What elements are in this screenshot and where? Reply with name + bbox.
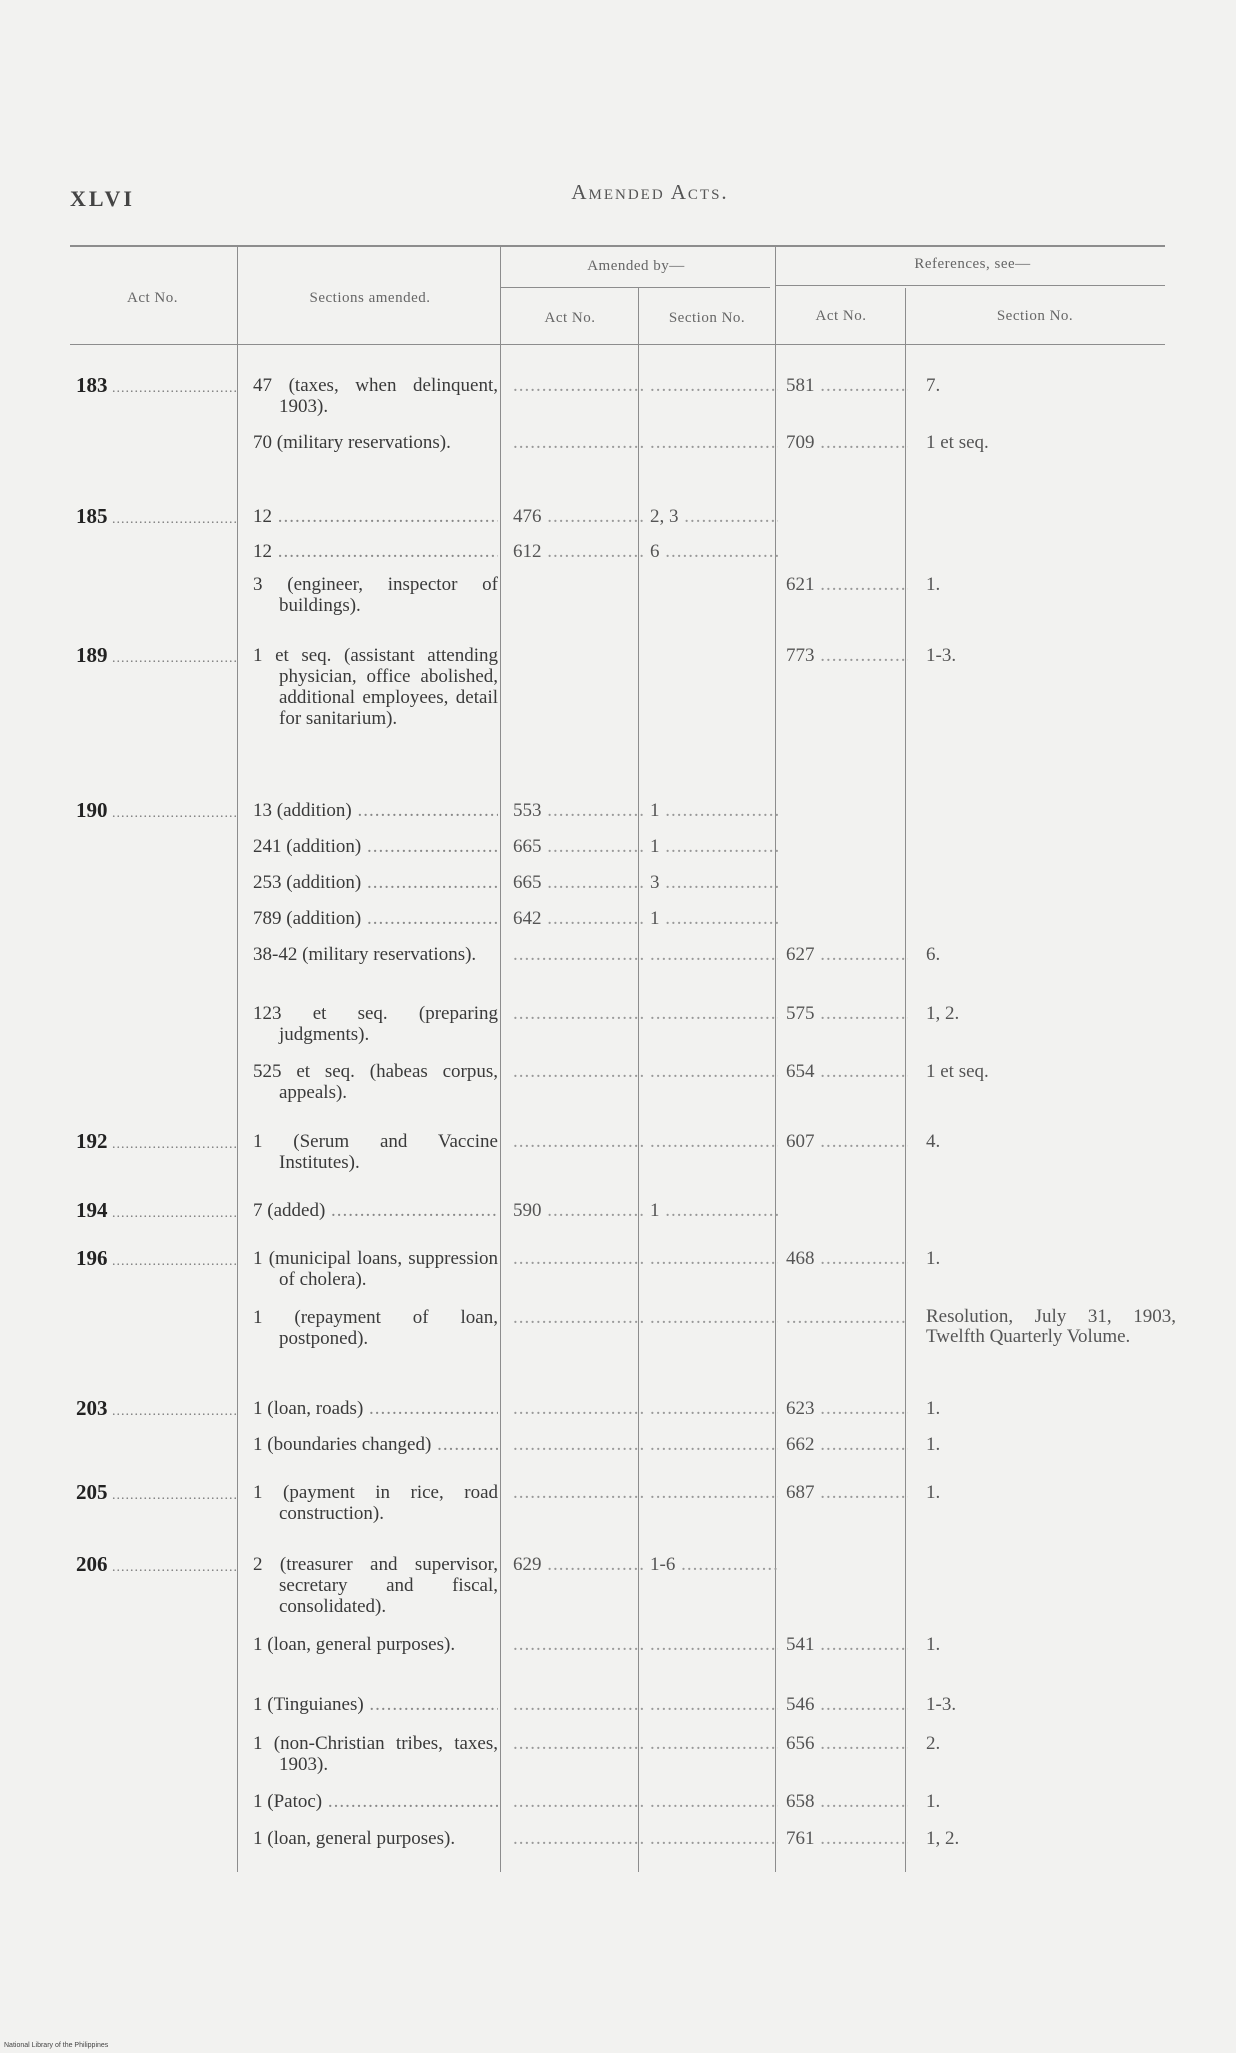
section-text: 3 (engineer, inspector of buildings). — [253, 574, 498, 616]
reference-section: 1 et seq. — [926, 1061, 989, 1082]
reference-act: 581 ..... — [786, 375, 908, 396]
table-top-rule — [70, 245, 1165, 247]
reference-act: 621 ..... — [786, 574, 908, 595]
amended-by-section — [650, 1434, 778, 1455]
reference-act: 662 ..... — [786, 1434, 908, 1455]
section-cell — [253, 944, 498, 965]
reference-act: 627 ..... — [786, 944, 908, 965]
footer-attribution: National Library of the Philippines — [4, 2042, 109, 2049]
act-no: 190 ..... — [76, 800, 236, 824]
reference-section: 1. — [926, 1434, 941, 1455]
section-cell — [253, 1131, 498, 1173]
reference-section: 6. — [926, 944, 941, 965]
amended-by-act — [513, 432, 643, 453]
amended-by-section: 2, 3 ..... — [650, 506, 778, 527]
amended-by-act — [513, 1791, 643, 1812]
reference-act: 546 ..... — [786, 1694, 908, 1715]
amended-by-act — [513, 375, 643, 396]
amended-by-act — [513, 1307, 643, 1328]
section-cell — [253, 1733, 498, 1775]
section-text: 2 (treasurer and supervisor, secretary and fiscal, consolidated). — [253, 1554, 498, 1617]
header-amended-by: Amended by— — [587, 258, 685, 274]
header-references-section-no: Section No. — [996, 308, 1074, 324]
reference-section: Resolution, July 31, 1903, Twelfth Quarterly Volume. — [926, 1307, 1176, 1347]
section-text: 1 (boundaries changed) ..... — [253, 1434, 498, 1455]
reference-act: 468 ..... — [786, 1248, 908, 1269]
reference-section: 1. — [926, 1248, 941, 1269]
amended-by-section: 1 ..... — [650, 908, 778, 929]
amended-by-act — [513, 1694, 643, 1715]
section-cell — [253, 1634, 498, 1655]
column-divider-4 — [775, 247, 776, 1872]
amended-by-section: 3 ..... — [650, 872, 778, 893]
reference-act: 656 ..... — [786, 1733, 908, 1754]
section-cell — [253, 836, 498, 857]
section-cell — [253, 1248, 498, 1290]
amended-by-section — [650, 1307, 778, 1328]
section-cell — [253, 1061, 498, 1103]
amended-by-act: 553 ..... — [513, 800, 643, 821]
reference-section: 1. — [926, 574, 941, 595]
reference-section: 1, 2. — [926, 1828, 960, 1849]
header-sections-amended: Sections amended. — [309, 290, 431, 306]
section-cell — [253, 1482, 498, 1524]
amended-by-section: 1 ..... — [650, 1200, 778, 1221]
section-cell — [253, 1307, 498, 1349]
reference-section: 2. — [926, 1733, 941, 1754]
amended-by-section — [650, 1248, 778, 1269]
amended-by-act — [513, 1482, 643, 1503]
amended-by-section — [650, 1003, 778, 1024]
reference-act: 575 ..... — [786, 1003, 908, 1024]
reference-act: 541 ..... — [786, 1634, 908, 1655]
section-text: 1 (Tinguianes) ..... — [253, 1694, 498, 1715]
header-amended-by-act-no: Act No. — [544, 310, 596, 326]
section-cell — [253, 375, 498, 417]
section-cell — [253, 1694, 498, 1715]
amended-by-section: 1-6 ..... — [650, 1554, 778, 1575]
section-text: 525 et seq. (habeas corpus, appeals). — [253, 1061, 498, 1103]
section-text: 13 (addition) ..... — [253, 800, 498, 821]
amended-by-act: 642 ..... — [513, 908, 643, 929]
act-no: 192 ..... — [76, 1131, 236, 1155]
amended-by-section — [650, 1482, 778, 1503]
reference-act: 761 ..... — [786, 1828, 908, 1849]
page-number: XLVI — [70, 186, 135, 211]
amended-by-section — [650, 1791, 778, 1812]
act-no: 206 ..... — [76, 1554, 236, 1578]
amended-by-act — [513, 1061, 643, 1082]
section-text: 7 (added) ..... — [253, 1200, 498, 1221]
section-cell — [253, 872, 498, 893]
section-cell — [253, 908, 498, 929]
section-cell — [253, 645, 498, 729]
section-cell — [253, 1434, 498, 1455]
section-text: 253 (addition) ..... — [253, 872, 498, 893]
section-cell — [253, 1003, 498, 1045]
header-references: References, see— — [914, 256, 1031, 272]
section-cell — [253, 1828, 498, 1849]
section-cell — [253, 432, 498, 453]
amended-by-section — [650, 1398, 778, 1419]
amended-by-act — [513, 1003, 643, 1024]
column-divider-2 — [500, 247, 501, 1872]
amended-by-act — [513, 944, 643, 965]
amended-by-act — [513, 1634, 643, 1655]
section-text: 12 ..... — [253, 506, 498, 527]
section-cell — [253, 1554, 498, 1617]
section-text: 12 ..... — [253, 541, 498, 562]
amended-by-rule — [500, 287, 770, 288]
amended-by-act — [513, 1434, 643, 1455]
section-cell — [253, 1398, 498, 1419]
section-text: 1 (municipal loans, suppression of cholera). — [253, 1248, 498, 1290]
reference-section: 1. — [926, 1482, 941, 1503]
amended-by-act: 665 ..... — [513, 836, 643, 857]
section-text: 47 (taxes, when delinquent, 1903). — [253, 375, 498, 417]
amended-by-act: 629 ..... — [513, 1554, 643, 1575]
section-text: 1 (non-Christian tribes, taxes, 1903). — [253, 1733, 498, 1775]
amended-by-act — [513, 1131, 643, 1152]
act-no: 196 ..... — [76, 1248, 236, 1272]
amended-by-section — [650, 432, 778, 453]
amended-by-act: 665 ..... — [513, 872, 643, 893]
section-text: 1 (payment in rice, road construction). — [253, 1482, 498, 1524]
section-text: 1 (loan, general purposes). — [253, 1634, 456, 1655]
amended-by-act — [513, 1733, 643, 1754]
amended-by-section: 1 ..... — [650, 800, 778, 821]
amended-by-section: 6 ..... — [650, 541, 778, 562]
reference-act: 654 ..... — [786, 1061, 908, 1082]
reference-act: 687 ..... — [786, 1482, 908, 1503]
section-cell — [253, 541, 498, 562]
header-act-no: Act No. — [127, 290, 178, 306]
amended-by-section — [650, 1733, 778, 1754]
section-text: 241 (addition) ..... — [253, 836, 498, 857]
amended-by-act — [513, 1248, 643, 1269]
section-text: 1 (Serum and Vaccine Institutes). — [253, 1131, 498, 1173]
amended-by-section — [650, 1634, 778, 1655]
page-heading: Amended Acts. — [571, 180, 729, 204]
reference-act: 658 ..... — [786, 1791, 908, 1812]
reference-section: 1-3. — [926, 1694, 957, 1715]
act-no: 189 ..... — [76, 645, 236, 669]
amended-by-section — [650, 944, 778, 965]
reference-section: 7. — [926, 375, 941, 396]
amended-by-act: 612 ..... — [513, 541, 643, 562]
reference-section: 1-3. — [926, 645, 957, 666]
section-cell — [253, 800, 498, 821]
section-cell — [253, 1200, 498, 1221]
section-text: 38-42 (military reservations). — [253, 944, 477, 965]
section-text: 789 (addition) ..... — [253, 908, 498, 929]
section-text: 1 (repayment of loan, postponed). — [253, 1307, 498, 1349]
reference-act: 773 ..... — [786, 645, 908, 666]
section-text: 1 (loan, general purposes). — [253, 1828, 456, 1849]
section-text: 1 (loan, roads) ..... — [253, 1398, 498, 1419]
section-cell — [253, 574, 498, 616]
section-text: 1 (Patoc) ..... — [253, 1791, 498, 1812]
reference-act: 607 ..... — [786, 1131, 908, 1152]
header-amended-by-section-no: Section No. — [668, 310, 746, 326]
section-cell — [253, 506, 498, 527]
act-no: 203 ..... — [76, 1398, 236, 1422]
reference-section: 1. — [926, 1634, 941, 1655]
amended-by-section: 1 ..... — [650, 836, 778, 857]
amended-by-section — [650, 1131, 778, 1152]
amended-by-act — [513, 1828, 643, 1849]
section-cell — [253, 1791, 498, 1812]
references-rule — [775, 285, 1165, 286]
amended-by-section — [650, 1694, 778, 1715]
reference-act — [786, 1307, 908, 1328]
reference-section: 4. — [926, 1131, 941, 1152]
reference-act: 709 ..... — [786, 432, 908, 453]
section-text: 70 (military reservations). — [253, 432, 451, 453]
header-bottom-rule — [70, 344, 1165, 345]
reference-section: 1. — [926, 1398, 941, 1419]
act-no: 205 ..... — [76, 1482, 236, 1506]
amended-by-section — [650, 1061, 778, 1082]
amended-by-act: 476 ..... — [513, 506, 643, 527]
amended-by-act — [513, 1398, 643, 1419]
section-text: 1 et seq. (assistant attending physician, office abolished, additional employees, detail for sanitarium). — [253, 645, 498, 729]
act-no: 183 ..... — [76, 375, 236, 399]
header-references-act-no: Act No. — [815, 308, 867, 324]
reference-act: 623 ..... — [786, 1398, 908, 1419]
amended-by-act: 590 ..... — [513, 1200, 643, 1221]
column-divider-1 — [237, 247, 238, 1872]
amended-by-section — [650, 375, 778, 396]
reference-section: 1, 2. — [926, 1003, 960, 1024]
amended-by-section — [650, 1828, 778, 1849]
act-no: 194 ..... — [76, 1200, 236, 1224]
reference-section: 1. — [926, 1791, 941, 1812]
act-no: 185 ..... — [76, 506, 236, 530]
section-text: 123 et seq. (preparing judgments). — [253, 1003, 498, 1045]
reference-section: 1 et seq. — [926, 432, 989, 453]
